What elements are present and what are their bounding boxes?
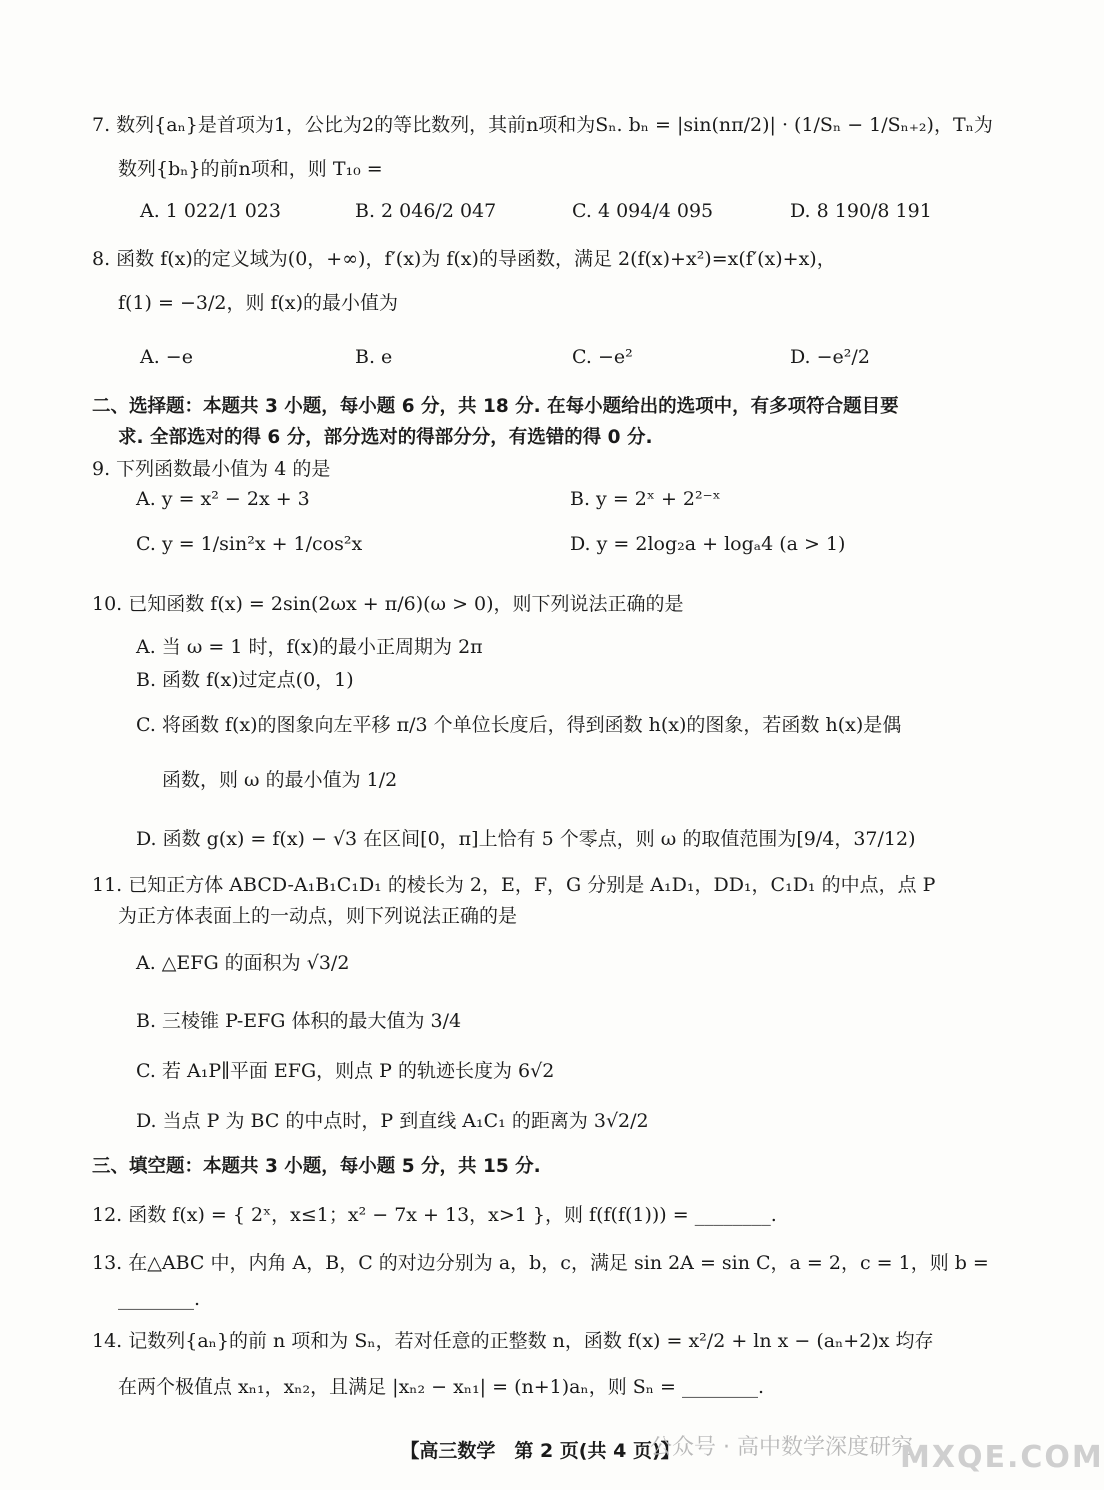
q8-line2: f(1) = −3/2，则 f(x)的最小值为 — [118, 292, 399, 314]
q7-option-d: D. 8 190/8 191 — [790, 200, 932, 222]
q9-stem: 9. 下列函数最小值为 4 的是 — [92, 458, 331, 480]
q8-line1: 8. 函数 f(x)的定义域为(0，+∞)，f′(x)为 f(x)的导函数，满足 2(f(x)+x²)=x(f′(x)+x)， — [92, 248, 836, 270]
q10-stem: 10. 已知函数 f(x) = 2sin(2ωx + π/6)(ω > 0)，则下列说法正确的是 — [92, 593, 684, 615]
q7-option-b: B. 2 046/2 047 — [355, 200, 497, 222]
q12: 12. 函数 f(x) = { 2ˣ，x≤1；x² − 7x + 13，x>1 }，则 f(f(f(1))) = ________. — [92, 1204, 777, 1226]
q10-option-a: A. 当 ω = 1 时，f(x)的最小正周期为 2π — [136, 636, 483, 658]
q10-option-c-cont: 函数，则 ω 的最小值为 1/2 — [162, 769, 398, 791]
page-footer: 【高三数学 第 2 页(共 4 页)】 — [400, 1440, 680, 1462]
q10-option-b: B. 函数 f(x)过定点(0，1) — [136, 669, 354, 691]
q8-option-a: A. −e — [140, 346, 193, 368]
q11-stem-cont: 为正方体表面上的一动点，则下列说法正确的是 — [118, 905, 518, 927]
q8-option-b: B. e — [355, 346, 393, 368]
watermark-text: 公众号 · 高中数学深度研究 — [650, 1435, 913, 1460]
q9-option-b: B. y = 2ˣ + 2²⁻ˣ — [570, 488, 721, 510]
q8-option-d: D. −e²/2 — [790, 346, 870, 368]
q8-option-c: C. −e² — [572, 346, 633, 368]
q9-option-d: D. y = 2log₂a + logₐ4 (a > 1) — [570, 533, 846, 555]
q7-option-c: C. 4 094/4 095 — [572, 200, 714, 222]
watermark-logo: MXQE.COM — [900, 1440, 1104, 1475]
q7-line1: 7. 数列{aₙ}是首项为1，公比为2的等比数列，其前n项和为Sₙ. bₙ = |sin(nπ/2)| · (1/Sₙ − 1/Sₙ₊₂)，Tₙ为 — [92, 114, 993, 136]
q7-option-a: A. 1 022/1 023 — [140, 200, 281, 222]
q13-line2: ________. — [118, 1288, 201, 1310]
q13-line1: 13. 在△ABC 中，内角 A，B，C 的对边分别为 a，b，c，满足 sin 2A = sin C，a = 2，c = 1，则 b = — [92, 1252, 989, 1274]
q14-line2: 在两个极值点 xₙ₁，xₙ₂，且满足 |xₙ₂ − xₙ₁| = (n+1)aₙ，则 Sₙ = ________. — [118, 1376, 765, 1398]
section3-heading: 三、填空题：本题共 3 小题，每小题 5 分，共 15 分. — [92, 1156, 541, 1177]
q10-option-c: C. 将函数 f(x)的图象向左平移 π/3 个单位长度后，得到函数 h(x)的图象，若函数 h(x)是偶 — [136, 714, 902, 736]
section2-heading: 二、选择题：本题共 3 小题，每小题 6 分，共 18 分. 在每小题给出的选项中，有多项符合题目要 — [92, 396, 899, 417]
q11-option-d: D. 当点 P 为 BC 的中点时，P 到直线 A₁C₁ 的距离为 3√2/2 — [136, 1110, 649, 1132]
q14-line1: 14. 记数列{aₙ}的前 n 项和为 Sₙ，若对任意的正整数 n，函数 f(x) = x²/2 + ln x − (aₙ+2)x 均存 — [92, 1330, 934, 1352]
q9-option-c: C. y = 1/sin²x + 1/cos²x — [136, 533, 363, 555]
q11-option-c: C. 若 A₁P∥平面 EFG，则点 P 的轨迹长度为 6√2 — [136, 1060, 555, 1082]
section2-heading-cont: 求. 全部选对的得 6 分，部分选对的得部分分，有选错的得 0 分. — [118, 427, 653, 448]
q11-option-b: B. 三棱锥 P-EFG 体积的最大值为 3/4 — [136, 1010, 462, 1032]
q10-option-d: D. 函数 g(x) = f(x) − √3 在区间[0，π]上恰有 5 个零点，则 ω 的取值范围为[9/4，37/12) — [136, 828, 916, 850]
q11-stem: 11. 已知正方体 ABCD-A₁B₁C₁D₁ 的棱长为 2，E，F，G 分别是 A₁D₁，DD₁，C₁D₁ 的中点，点 P — [92, 874, 936, 896]
q9-option-a: A. y = x² − 2x + 3 — [136, 488, 310, 510]
q7-line2: 数列{bₙ}的前n项和，则 T₁₀ = — [118, 158, 383, 180]
q11-option-a: A. △EFG 的面积为 √3/2 — [136, 952, 350, 974]
